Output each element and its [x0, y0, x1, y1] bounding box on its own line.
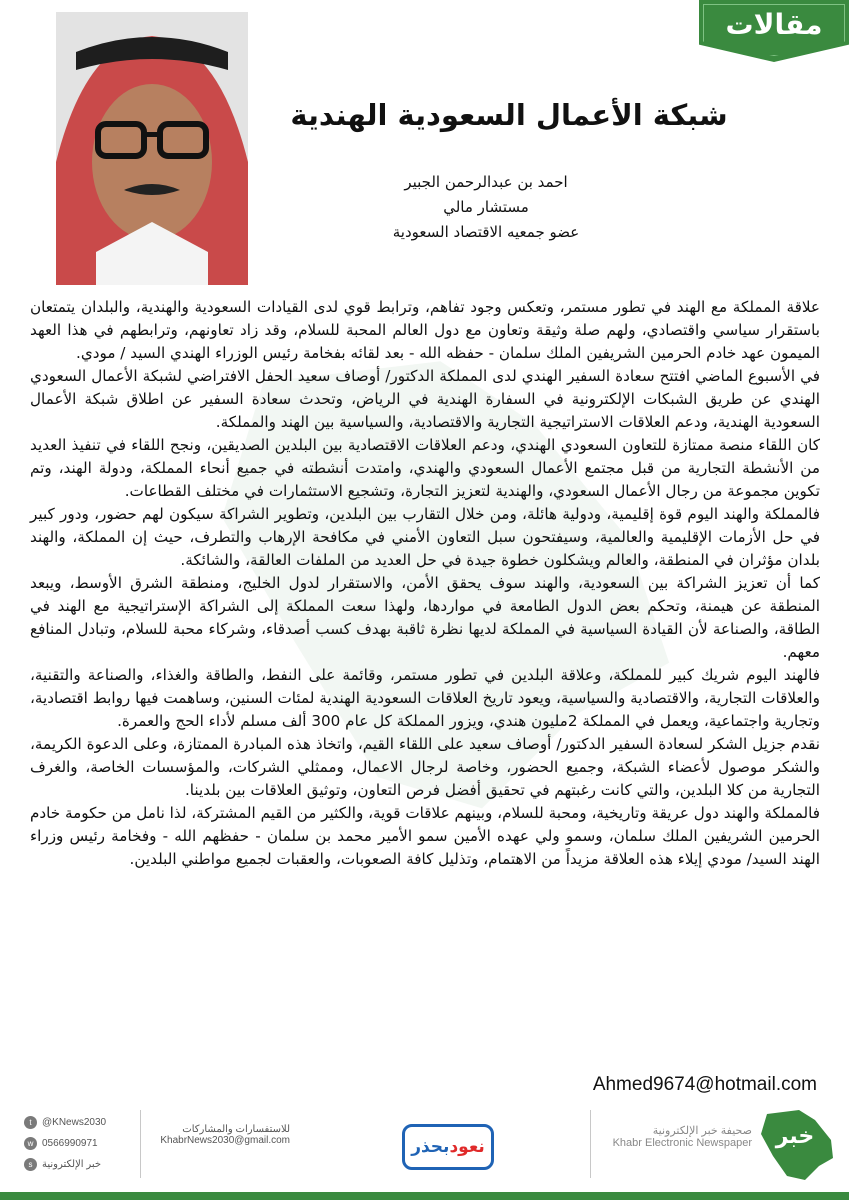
article-paragraph: فالمملكة والهند دول عريقة وتاريخية، ومحبة للسلام، وبينهم علاقات قوية، والكثير من القيم المشتركة، لذا نامل من حكومة خادم الحرمين الشريفين الملك سلمان، وسمو ولي عهده الأمين سمو الأمير محمد بن سلمان - حفظهم الله - وفخامة رئيس وزراء الهند السيد/ مودي إيلاء هذه العلاقة مزيداً من الاهتمام، وتذليل كافة الصعوبات، والعقبات لجميع مواطني البلدين. — [30, 804, 820, 868]
author-photo — [56, 12, 248, 285]
contact-whatsapp[interactable] — [24, 1133, 134, 1154]
brand-english: Khabr Electronic Newspaper — [612, 1137, 752, 1149]
author-name: احمد بن عبدالرحمن الجبير — [404, 173, 568, 191]
article-paragraph: فالهند اليوم شريك كبير للمملكة، وعلاقة البلدين في تطور مستمر، وقائمة على النفط، والطاقة والغذاء، والصناعة والتقنية، والعلاقات التجارية، والاقتصادية والسياسية، ويعود تاريخ العلاقات السعودية الهندية لمئات السنين، وساهمت فيها روابط اقتصادية، وتجارية واجتماعية، ويعمل في المملكة 2مليون هندي، ويزور المملكة كل عام 300 ألف مسلم لأداء الحج والعمرة. — [30, 666, 820, 730]
article-paragraph: علاقة المملكة مع الهند في تطور مستمر، وتعكس وجود تفاهم، وترابط قوي لدى القيادات السعودية والهندية، والبلدان يتمتعان باستقرار سياسي واقتصادي، ولهم صلة وثيقة وتعاون مع دول العالم المحبة للسلام، وقد زاد تعاونهم، وترابطهم في هذا العهد الميمون عهد خادم الحرمين الشريفين الملك سلمان - حفظه الله - بعد لقائه بفخامة رئيس الوزراء الهندي السيد / مودي. — [30, 298, 820, 362]
author-email[interactable]: Ahmed9674@hotmail.com — [592, 1074, 817, 1095]
brand-arabic: صحيفة خبر الإلكترونية — [652, 1125, 752, 1137]
article-title: شبكة الأعمال السعودية الهندية — [290, 98, 728, 132]
footer-accent-bar — [0, 1192, 849, 1200]
inquiries-email[interactable]: KhabrNews2030@gmail.com — [160, 1135, 290, 1146]
slogan-part-2: بحذر — [411, 1137, 450, 1157]
article-paragraph: نقدم جزيل الشكر لسعادة السفير الدكتور/ أوصاف سعيد على اللقاء القيم، واتخاذ هذه المبادرة الممتازة، وعلى الدعوة الكريمة، والشكر موصول لأعضاء الشبكة، وجميع الحضور، وخاصة لرجال الاعمال، وممثلي الشركات، والمؤسسات الخاصة، والغرف التجارية من كلا البلدين، والتي كانت رغبتهم في تحقيق أفضل فرص التعاون، وتوثيق العلاقات بين بلدينا. — [30, 735, 820, 799]
article-body — [30, 296, 820, 871]
footer-divider — [590, 1110, 591, 1178]
article-paragraph: كان اللقاء منصة ممتازة للتعاون السعودي الهندي، ودعم العلاقات الاقتصادية بين البلدين الصديقين، ونجح اللقاء في تنفيذ العديد من الأنشطة التجارية من قبل مجتمع الأعمال السعودي والهندي، وامتدت أنشطته في جميع أنحاء المملكة، ودولة الهند، وتم تكوين مجموعة من رجال الأعمال السعودي، والهندية لتعزيز التجارة، وتشجيع الاستثمارات في مختلف القطاعات. — [30, 436, 820, 500]
twitter-icon: t — [24, 1116, 37, 1129]
logo-text: خبر — [775, 1124, 815, 1149]
author-membership: عضو جمعيه الاقتصاد السعودية — [392, 223, 580, 241]
snapchat-icon: s — [24, 1158, 37, 1171]
contact-whatsapp-text: 0566990971 — [42, 1138, 98, 1149]
khabr-logo — [755, 1106, 835, 1184]
article-paragraph: فالمملكة والهند اليوم قوة إقليمية، ودولية هائلة، ومن خلال التقارب بين البلدين، وتطوير الشراكة سيكون لهم حضور، ودور كبير في حل الأزمات الإقليمية والعالمية، وسيفتحون سبل التعاون الأمني في مكافحة الإرهاب والتطرف، حيث إن المملكة، والهند بلدان مؤثران في المنطقة، والعالم ويشكلون خطوة جيدة في حل العديد من الملفات العالقة، والشائكة. — [30, 505, 820, 569]
footer — [0, 1102, 849, 1200]
whatsapp-icon: w — [24, 1137, 37, 1150]
slogan-part-1: نعود — [449, 1137, 485, 1157]
author-portrait-illustration — [56, 12, 248, 285]
section-badge — [699, 0, 849, 62]
author-block — [370, 170, 602, 245]
footer-contacts — [24, 1112, 134, 1175]
footer-divider — [140, 1110, 141, 1178]
article-paragraph: في الأسبوع الماضي افتتح سعادة السفير الهندي لدى المملكة الدكتور/ أوصاف سعيد الحفل الافتراضي لشبكة الأعمال السعودي الهندي عن طريق الشبكات الإلكترونية في السفارة الهندية في الرياض، وتحدث سعادة السفير عن اطلاق شبكة الأعمال السعودية الهندية، ودعم العلاقات الاستراتيجية التجارية والاقتصادية، والسياسية بين الهند والمملكة. — [30, 367, 820, 431]
contact-twitter[interactable] — [24, 1112, 134, 1133]
inquiries-block — [160, 1124, 290, 1146]
brand-block — [600, 1124, 752, 1149]
article-paragraph: كما أن تعزيز الشراكة بين السعودية، والهند سوف يحقق الأمن، والاستقرار لدول الخليج، ومنطقة الشرق الأوسط، ويبعد المنطقة عن هيمنة، وتحكم بعض الدول الطامعة في مواردها، ولهذا سعت المملكة إلى الشراكة الإستراتيجية مع الهند في الطاقة، والصناعة لأن القيادة السياسية في المملكة لديها نظرة ثاقبة بهدف كسب أصدقاء، وشركاء محبة للسلام، وتبادل المنافع معهم. — [30, 574, 820, 661]
slogan-badge — [402, 1124, 494, 1170]
contact-snapchat[interactable] — [24, 1154, 134, 1175]
author-role: مستشار مالي — [443, 198, 529, 216]
section-badge-label: مقالات — [725, 8, 823, 41]
inquiries-label: للاستفسارات والمشاركات — [182, 1124, 290, 1135]
contact-snapchat-text: خبر الإلكترونية — [42, 1159, 102, 1170]
contact-twitter-text: @KNews2030 — [42, 1117, 107, 1128]
